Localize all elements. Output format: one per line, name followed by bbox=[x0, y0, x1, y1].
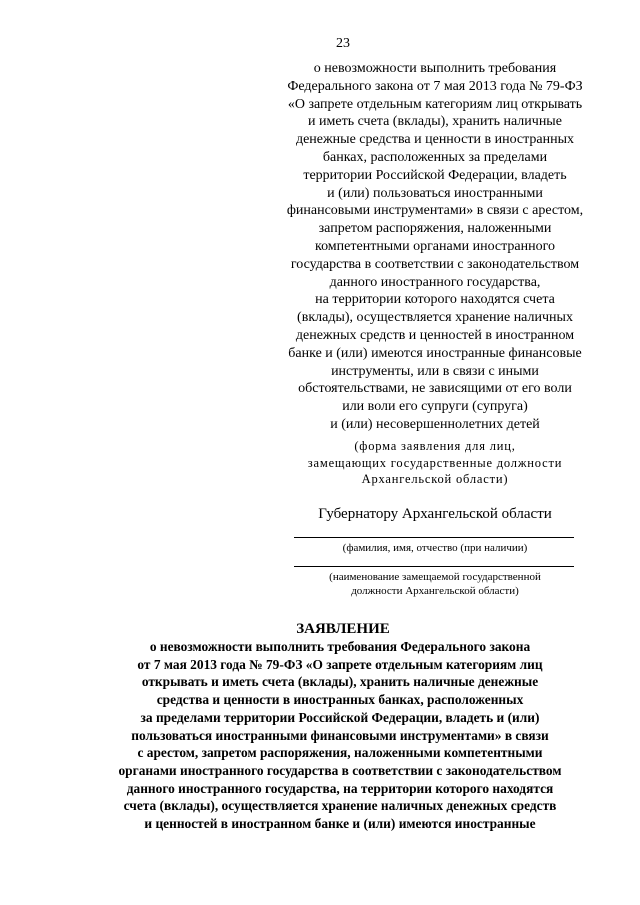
heading-line: запретом распоряжения, наложенными bbox=[318, 221, 552, 237]
page-number: 23 bbox=[336, 36, 350, 51]
form-note-line: (форма заявления для лиц, bbox=[354, 439, 516, 453]
statement-line: открывать и иметь счета (вклады), хранить наличные денежные bbox=[141, 674, 539, 690]
heading-line: данного иностранного государства, bbox=[329, 274, 541, 290]
statement-line: данного иностранного государства, на территории которого находятся bbox=[126, 780, 554, 796]
heading-line: денежных средств и ценностей в иностранном bbox=[295, 327, 575, 343]
heading-line: о невозможности выполнить требования bbox=[313, 61, 557, 76]
statement-line: средства и ценности в иностранных банках, расположенных bbox=[156, 692, 524, 708]
heading-line: инструменты, или в связи с иными bbox=[331, 363, 539, 379]
statement-line: счета (вклады), осуществляется хранение наличных денежных средств bbox=[123, 798, 557, 814]
position-hint-line: должности Архангельской области) bbox=[351, 585, 519, 597]
statement-line: с арестом, запретом распоряжения, наложенными компетентными bbox=[137, 745, 543, 761]
statement-title: ЗАЯВЛЕНИЕ bbox=[296, 621, 390, 637]
document-heading bbox=[262, 60, 608, 434]
heading-line: и (или) несовершеннолетних детей bbox=[330, 416, 540, 432]
heading-line: банке и (или) имеются иностранные финансовые bbox=[288, 345, 582, 361]
heading-line: (вклады), осуществляется хранение наличных bbox=[297, 310, 573, 326]
heading-line: государства в соответствии с законодательством bbox=[290, 256, 580, 272]
heading-line: компетентными органами иностранного bbox=[314, 238, 556, 254]
heading-line: денежные средства и ценности в иностранных bbox=[295, 132, 575, 148]
statement-line: и ценностей в иностранном банке и (или) имеются иностранные bbox=[144, 816, 536, 832]
position-hint-line: (наименование замещаемой государственной bbox=[329, 571, 541, 583]
heading-line: и (или) пользоваться иностранными bbox=[327, 185, 543, 201]
statement-line: за пределами территории Российской Федерации, владеть и (или) bbox=[140, 709, 540, 725]
statement-line: органами иностранного государства в соответствии с законодательством bbox=[118, 762, 562, 778]
statement-line: пользоваться иностранными финансовыми инструментами» в связи bbox=[131, 727, 549, 743]
form-note-line: Архангельской области) bbox=[361, 472, 509, 486]
form-note bbox=[262, 438, 608, 488]
heading-line: финансовыми инструментами» в связи с арестом, bbox=[286, 203, 584, 219]
statement-line: от 7 мая 2013 года № 79-ФЗ «О запрете отдельным категориям лиц bbox=[137, 656, 543, 672]
heading-line: банках, расположенных за пределами bbox=[322, 149, 548, 165]
heading-line: или воли его супруги (супруга) bbox=[342, 399, 528, 415]
heading-line: Федерального закона от 7 мая 2013 года № 79-ФЗ bbox=[287, 78, 583, 94]
statement-line: о невозможности выполнить требования Федерального закона bbox=[149, 639, 531, 654]
name-field-line[interactable] bbox=[294, 537, 574, 538]
form-note-line: замещающих государственные должности bbox=[307, 455, 563, 470]
heading-line: и иметь счета (вклады), хранить наличные bbox=[308, 114, 562, 130]
heading-line: территории Российской Федерации, владеть bbox=[303, 167, 567, 183]
heading-line: на территории которого находятся счета bbox=[315, 292, 555, 308]
heading-line: «О запрете отдельным категориям лиц открывать bbox=[287, 96, 583, 112]
heading-line: обстоятельствами, не зависящими от его воли bbox=[298, 381, 572, 397]
name-field-hint: (фамилия, имя, отчество (при наличии) bbox=[342, 542, 528, 554]
statement-body bbox=[100, 638, 580, 833]
addressee: Губернатору Архангельской области bbox=[318, 506, 552, 522]
position-field-hint bbox=[262, 570, 608, 598]
position-field-line[interactable] bbox=[294, 566, 574, 567]
